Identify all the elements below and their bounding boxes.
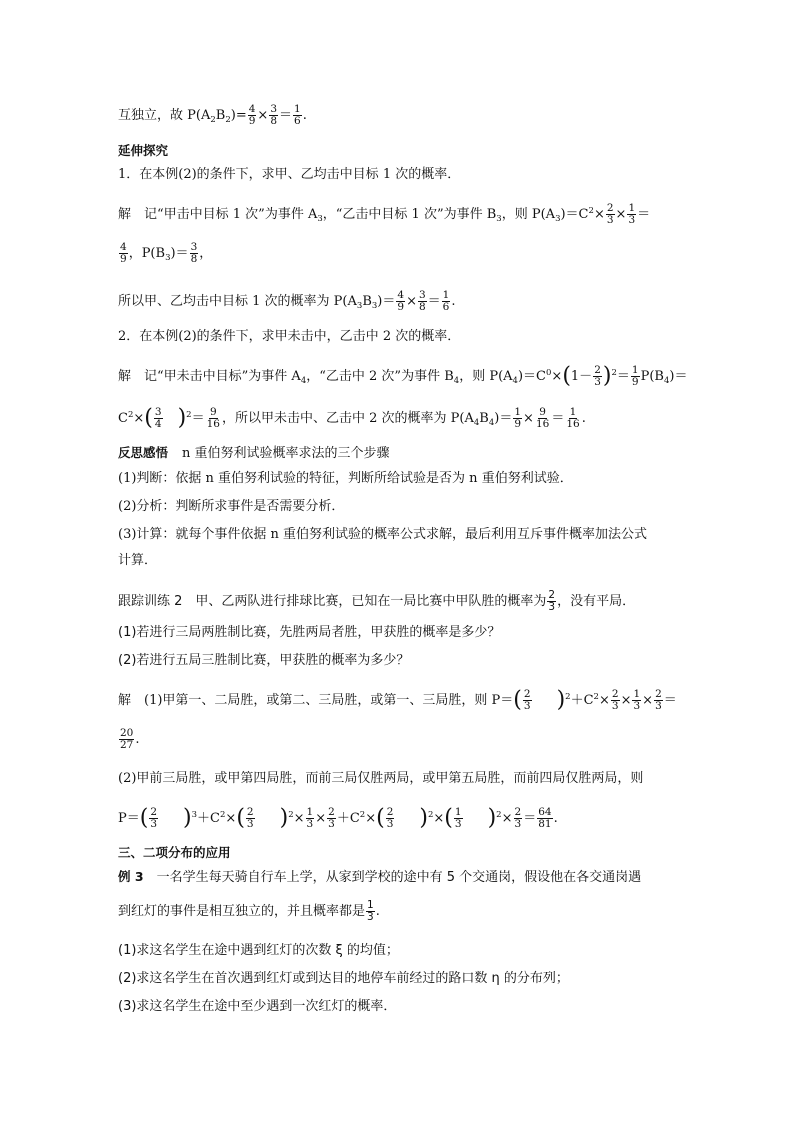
section-heading-3: 三、二项分布的应用 bbox=[118, 845, 231, 860]
question-2: 2．在本例(2)的条件下，求甲未击中，乙击中 2 次的概率． bbox=[118, 329, 461, 344]
text: B bbox=[215, 108, 226, 123]
reflection-step-2: (2)分析：判断所求事件是否需要分析． bbox=[118, 499, 345, 514]
fraction: $\frac{1}{6}$ bbox=[294, 103, 301, 127]
solution-2-line-1: 解 记“甲未击中目标”为事件 $A_4$，“乙击中 2 次”为事件 $B_4$，则 $P(A_4)=C^0\times(1-$ $\frac{2}{3}$ )$^2$＝ $\frac{1}{9}$ $P(B_4)=$ bbox=[118, 363, 688, 389]
section-heading-extension: 延伸探究 bbox=[118, 143, 169, 158]
reflection-step-3-cont: 计算． bbox=[118, 553, 158, 568]
example-3-part-3: (3)求这名学生在途中至少遇到一次红灯的概率． bbox=[118, 999, 397, 1014]
solution-2-line-2: $C^2\times$( $\frac{3}{4}$ )$^2$＝ $\frac{9}{16}$ ，所以甲未击中、乙击中 2 次的概率为 $P(A_4B_4)=$ $\frac{1}{9}$ × $\frac{9}{16}$ ＝ $\frac{1}{16}$ . bbox=[118, 405, 586, 431]
answer-2-line-1: (2)甲前三局胜，或甲第四局胜，而前三局仅胜两局，或甲第五局胜，而前四局仅胜两局，则 bbox=[118, 771, 644, 786]
example-3-part-1: (1)求这名学生在途中遇到红灯的次数 ξ 的均值； bbox=[118, 943, 399, 958]
training-2-part-2: (2)若进行五局三胜制比赛，甲获胜的概率为多少？ bbox=[118, 653, 410, 668]
answer-2-line-2: P＝( $\frac{2}{3}$ )$^3+C^2\times$( $\frac{2}{3}$ )$^2$× $\frac{1}{3}$ × $\frac{2}{3}$ $+C^2\times$( $\frac{2}{3}$ )$^2$×( $\frac{1}{3}$ )$^2$× $\frac{2}{3}$ ＝ $\frac{64}{81}$ . bbox=[118, 805, 558, 831]
reflection-step-1: (1)判断：依据 n 重伯努利试验的特征，判断所给试验是否为 n 重伯努利试验． bbox=[118, 471, 573, 486]
solution-1-line-2: $\frac{4}{9}$ ，$P(B_3)=$ $\frac{3}{8}$ ， bbox=[120, 241, 213, 265]
reflection-step-3: (3)计算：就每个事件依据 n 重伯努利试验的概率公式求解，最后利用互斥事件概率加法公式 bbox=[118, 527, 648, 542]
example-3-line-1: 例 3 一名学生每天骑自行车上学，从家到学校的途中有 5 个交通岗，假设他在各交通岗遇 bbox=[118, 869, 642, 885]
answer-1-line-1: 解 (1)甲第一、二局胜，或第二、三局胜，或第一、三局胜，则 P＝( $\frac{2}{3}$ )$^2+C^2\times$ $\frac{2}{3}$ × $\frac{1}{3}$ × $\frac{2}{3}$ ＝ bbox=[118, 687, 677, 713]
text: 互独立，故 P(A bbox=[118, 108, 211, 123]
solution-1-line-3: 所以甲、乙均击中目标 1 次的概率为 $P(A_3B_3)=$ $\frac{4}{9}$ × $\frac{3}{8}$ ＝ $\frac{1}{6}$ . bbox=[118, 289, 456, 313]
text: )= bbox=[230, 108, 247, 123]
training-2-question: 跟踪训练 2 甲、乙两队进行排球比赛，已知在一局比赛中甲队胜的概率为 $\frac{2}{3}$ ，没有平局． bbox=[118, 589, 636, 613]
subscript: 2 bbox=[225, 115, 231, 125]
subscript: 2 bbox=[210, 115, 216, 125]
training-2-part-1: (1)若进行三局两胜制比赛，先胜两局者胜，甲获胜的概率是多少？ bbox=[118, 625, 501, 640]
example-3-part-2: (2)求这名学生在首次遇到红灯或到达目的地停车前经过的路口数 η 的分布列； bbox=[118, 971, 569, 986]
example-3-line-2: 到红灯的事件是相互独立的，并且概率都是 $\frac{1}{3}$ . bbox=[118, 899, 380, 923]
fraction: $\frac{3}{8}$ bbox=[270, 103, 277, 127]
fraction: $\frac{4}{9}$ bbox=[248, 103, 256, 127]
solution-1-line-1: 解 记“甲击中目标 1 次”为事件 $A_3$，“乙击中目标 1 次”为事件 $B_3$，则 $P(A_3)=C^2\times$ $\frac{2}{3}$ × $\frac{1}{3}$ ＝ bbox=[118, 202, 651, 226]
text-line-conclusion: 互独立，故 $P(A_2B_2)=$ $\frac{4}{9}$ × $\frac{3}{8}$ ＝ $\frac{1}{6}$ . bbox=[118, 103, 307, 127]
question-1: 1．在本例(2)的条件下，求甲、乙均击中目标 1 次的概率． bbox=[118, 167, 461, 182]
answer-1-line-2: $\frac{20}{27}$ . bbox=[120, 727, 140, 751]
reflection-heading: 反思感悟 n 重伯努利试验概率求法的三个步骤 bbox=[118, 445, 390, 461]
